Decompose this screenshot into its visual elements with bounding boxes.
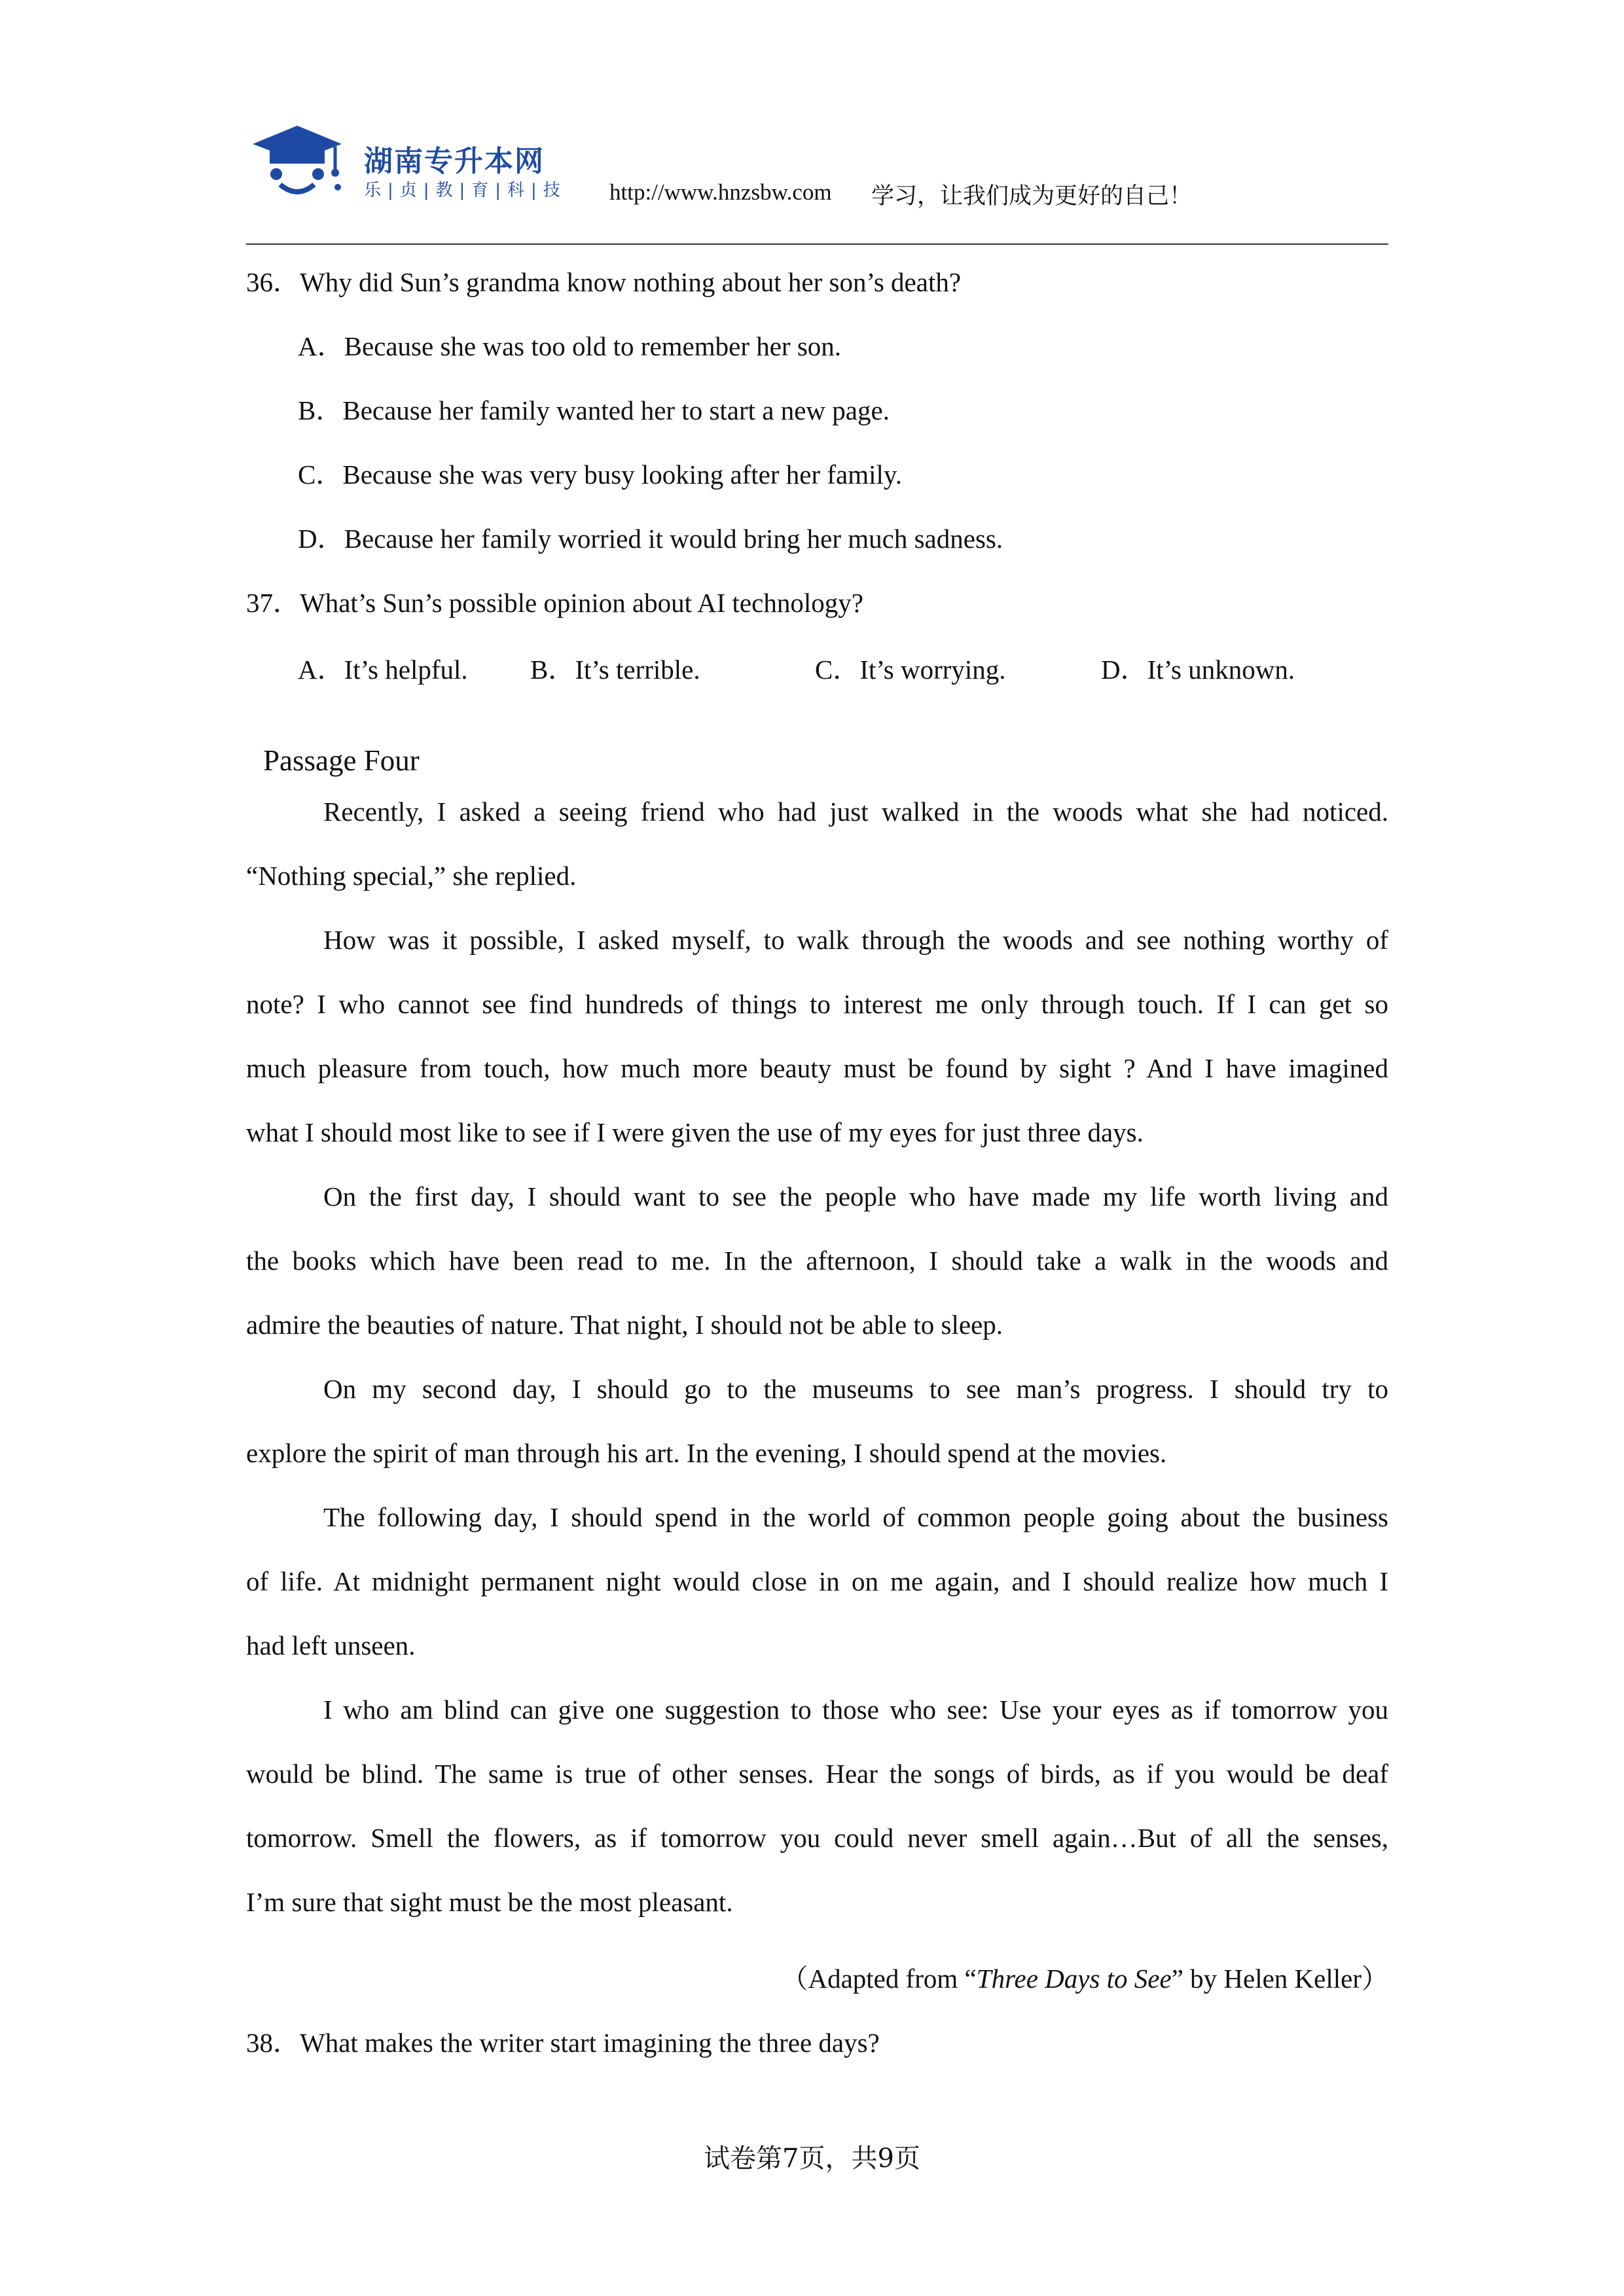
- question-36-option-c: C．Because she was very busy looking after her family.: [298, 459, 903, 490]
- question-37-option-a: A．It’s helpful.: [298, 655, 468, 685]
- passage-line: admire the beauties of nature. That night, I should not be able to sleep.: [246, 1310, 1003, 1340]
- question-37-option-d: D．It’s unknown.: [1101, 655, 1295, 685]
- logo: [246, 122, 586, 207]
- logo-subtitle: 乐|贞|教|育|科|技: [364, 181, 567, 200]
- passage-line: tomorrow. Smell the flowers, as if tomorrow you could never smell again…But of all the senses,: [246, 1823, 1388, 1853]
- source-title: Three Days to See: [976, 1964, 1172, 1994]
- passage-line: On my second day, I should go to the museums to see man’s progress. I should try to: [323, 1374, 1388, 1404]
- question-38-stem: 38．What makes the writer start imagining the three days?: [246, 2028, 880, 2058]
- question-36-option-d: D．Because her family worried it would bring her much sadness.: [298, 524, 1003, 554]
- question-37-options: [298, 648, 1411, 687]
- graduation-cap-logo-icon: [246, 122, 357, 200]
- question-37-stem: 37．What’s Sun’s possible opinion about AI technology?: [246, 588, 863, 618]
- question-37-option-b: B．It’s terrible.: [530, 655, 700, 685]
- page-header: [246, 122, 1388, 246]
- question-36-option-a: A．Because she was too old to remember her son.: [298, 331, 842, 361]
- passage-title: Passage Four: [263, 744, 420, 777]
- passage-line: much pleasure from touch, how much more beauty must be found by sight ? And I have imagined: [246, 1053, 1388, 1083]
- passage-source: [781, 1957, 1388, 1996]
- passage-line: On the first day, I should want to see the people who have made my life worth living and: [323, 1181, 1388, 1211]
- passage-line: had left unseen.: [246, 1630, 416, 1660]
- question-37-option-c: C．It’s worrying.: [815, 655, 1006, 685]
- passage-line: I’m sure that sight must be the most pleasant.: [246, 1887, 733, 1917]
- passage-line: “Nothing special,” she replied.: [246, 861, 577, 891]
- source-suffix: ” by Helen Keller）: [1171, 1964, 1388, 1994]
- header-divider: [246, 243, 1388, 245]
- passage-line: the books which have been read to me. In the afternoon, I should take a walk in the woods and: [246, 1246, 1388, 1276]
- passage-line: what I should most like to see if I were given the use of my eyes for just three days.: [246, 1117, 1144, 1147]
- logo-title: 湖南专升本网: [364, 145, 545, 178]
- passage-line: The following day, I should spend in the world of common people going about the business: [323, 1502, 1388, 1532]
- passage-line: note? I who cannot see find hundreds of things to interest me only through touch. If I can get so: [246, 989, 1388, 1019]
- page-footer: 试卷第7页，共9页: [704, 2144, 920, 2174]
- header-motto: 学习，让我们成为更好的自己！: [871, 183, 1193, 209]
- passage-line: of life. At midnight permanent night would close in on me again, and I should realize how much I: [246, 1566, 1388, 1596]
- question-36-option-b: B．Because her family wanted her to start a new page.: [298, 395, 890, 425]
- passage-line: explore the spirit of man through his art. In the evening, I should spend at the movies.: [246, 1438, 1167, 1468]
- passage-line: would be blind. The same is true of other senses. Hear the songs of birds, as if you would be deaf: [246, 1759, 1388, 1789]
- passage-line: How was it possible, I asked myself, to walk through the woods and see nothing worthy of: [323, 925, 1388, 955]
- passage-line: Recently, I asked a seeing friend who had just walked in the woods what she had noticed.: [323, 797, 1388, 827]
- passage-line: I who am blind can give one suggestion to those who see: Use your eyes as if tomorrow you: [323, 1695, 1388, 1725]
- question-36-stem: 36．Why did Sun’s grandma know nothing about her son’s death?: [246, 267, 962, 297]
- source-prefix: （Adapted from “: [781, 1964, 977, 1994]
- header-url[interactable]: http://www.hnzsbw.com: [609, 179, 832, 205]
